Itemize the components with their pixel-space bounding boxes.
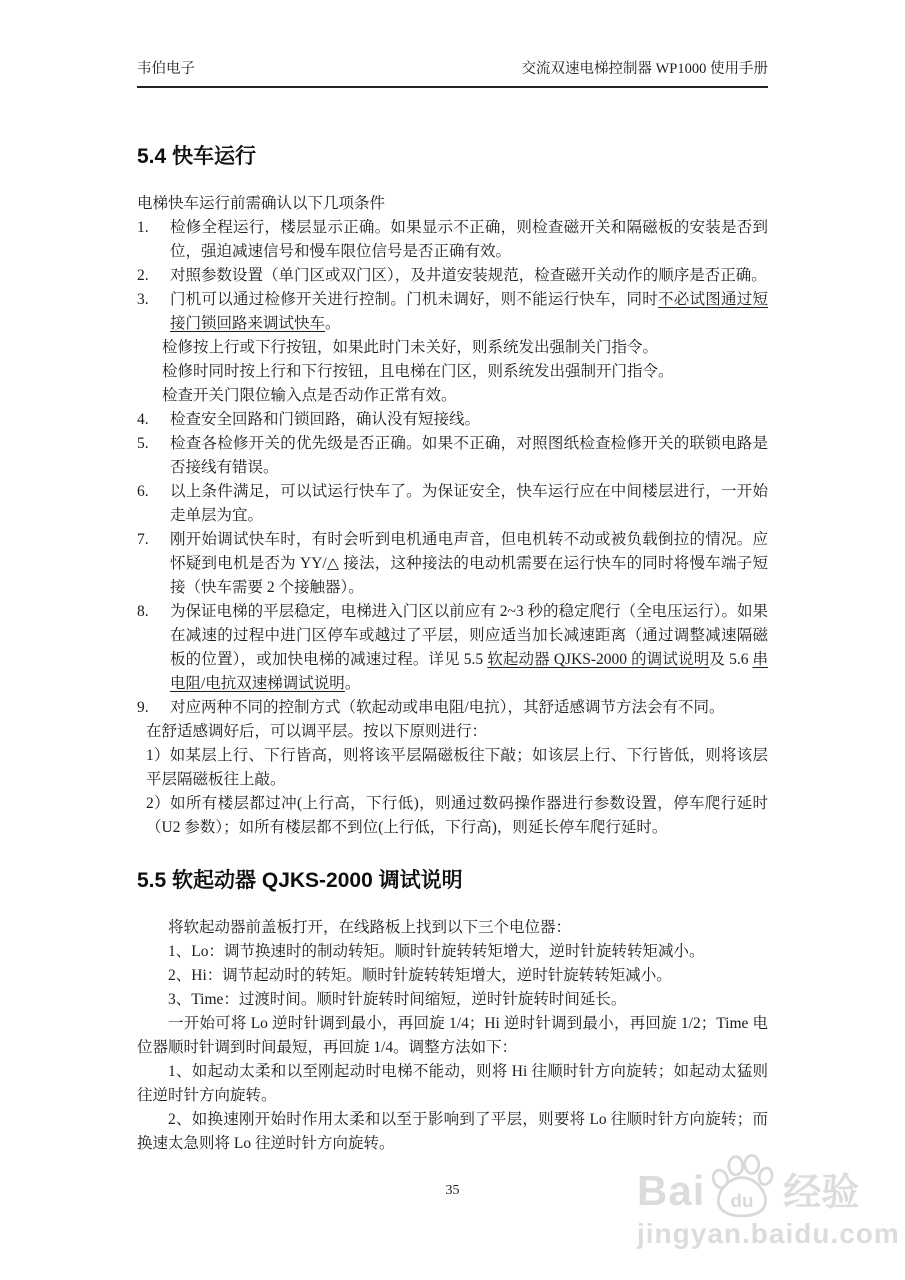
list-item-body <box>162 288 768 408</box>
section-5-5-heading: 5.5 软起动器 QJKS-2000 调试说明 <box>137 869 463 892</box>
list-item-text <box>170 696 768 720</box>
list-item <box>137 408 768 432</box>
underlined-text-run: 串电阻/电抗双速梯调试说明 <box>170 651 768 692</box>
list-item-text <box>170 432 768 480</box>
text-run: 及 5.6 <box>709 651 753 668</box>
paragraph: 1、Lo：调节换速时的制动转矩。顺时针旋转转矩增大，逆时针旋转转矩减小。 <box>168 943 705 960</box>
watermark-jingyan-text: 经验 <box>783 1172 860 1214</box>
list-item-number: 3. <box>137 291 149 308</box>
list-item-body <box>146 696 768 840</box>
list-item <box>137 600 768 696</box>
list-item-number: 4. <box>137 411 149 428</box>
list-item-subline: 1）如某层上行、下行皆高，则将该平层隔磁板往下敲；如该层上行、下行皆低，则将该层平层隔磁板往上敲。 <box>146 747 768 788</box>
underlined-text-run: 不必试图通过短接门锁回路来调试快车 <box>170 291 768 332</box>
watermark-du-text: du <box>730 1189 754 1211</box>
list-item <box>137 288 768 408</box>
text-run: 检修全程运行，楼层显示正确。如果显示不正确，则检查磁开关和隔磁板的安装是否到位，强迫减速信号和慢车限位信号是否正确有效。 <box>170 219 768 260</box>
list-item-number: 5. <box>137 435 149 452</box>
list-item-subline: 检修时同时按上行和下行按钮，且电梯在门区，则系统发出强制开门指令。 <box>162 363 674 380</box>
text-run: 门机可以通过检修开关进行控制。门机未调好，则不能运行快车，同时 <box>170 291 659 308</box>
page-number: 35 <box>445 1183 460 1198</box>
list-item-subline: 在舒适感调好后，可以调平层。按以下原则进行： <box>146 723 488 740</box>
list-item-text <box>170 408 768 432</box>
list-item-body <box>170 600 768 696</box>
list-item-text <box>170 528 768 600</box>
watermark-logo-row <box>637 1154 889 1212</box>
list-item-number: 8. <box>137 603 149 620</box>
list-item-body <box>170 264 768 288</box>
section-5-4-heading: 5.4 快车运行 <box>137 145 257 168</box>
paragraph: 2、如换速刚开始时作用太柔和以至于影响到了平层，则要将 Lo 往顺时针方向旋转；而换速太急则将 Lo 往逆时针方向旋转。 <box>137 1111 768 1152</box>
list-item-text <box>170 264 768 288</box>
list-item-number: 2. <box>137 267 149 284</box>
section-5-4-intro: 电梯快车运行前需确认以下几项条件 <box>137 195 386 212</box>
list-item-body <box>170 408 768 432</box>
list-item <box>137 528 768 600</box>
list-item-number: 6. <box>137 483 149 500</box>
text-run: 检查安全回路和门锁回路，确认没有短接线。 <box>170 411 481 428</box>
list-item <box>137 264 768 288</box>
list-item-text <box>170 288 768 336</box>
text-run: 对照参数设置（单门区或双门区），及井道安装规范，检查磁开关动作的顺序是否正确。 <box>170 267 767 284</box>
list-item <box>137 216 768 264</box>
paragraph: 1、如起动太柔和以至刚起动时电梯不能动，则将 Hi 往顺时针方向旋转；如起动太猛则往逆时针方向旋转。 <box>137 1063 768 1104</box>
list-item-number: 1. <box>137 219 149 236</box>
paragraph: 将软起动器前盖板打开，在线路板上找到以下三个电位器： <box>168 919 572 936</box>
baidu-paw-icon <box>707 1154 777 1218</box>
text-run: 。 <box>325 315 341 332</box>
text-run: 为保证电梯的平层稳定，电梯进入门区以前应有 2~3 秒的稳定爬行（全电压运行）。如果在减速的过程中进门区停车或越过了平层，则应适当加长减速距离（通过调整减速隔磁板的位置），或加快电梯的减速过程。详见 5.5 <box>170 603 768 668</box>
page-header <box>137 60 768 88</box>
list-item-subline: 2）如所有楼层都过冲(上行高，下行低)，则通过数码操作器进行参数设置，停车爬行延时（U2 参数）；如所有楼层都不到位(上行低，下行高)，则延长停车爬行延时。 <box>146 795 768 836</box>
paragraph: 3、Time：过渡时间。顺时针旋转时间缩短，逆时针旋转时间延长。 <box>168 991 627 1008</box>
text-run: 以上条件满足，可以试运行快车了。为保证安全，快车运行应在中间楼层进行，一开始走单层为宜。 <box>170 483 768 524</box>
baidu-jingyan-watermark <box>637 1154 900 1250</box>
paragraph: 2、Hi：调节起动时的转矩。顺时针旋转转矩增大，逆时针旋转转矩减小。 <box>168 967 672 984</box>
list-item-number: 7. <box>137 531 149 548</box>
list-item <box>137 696 768 840</box>
list-item-body <box>170 480 768 528</box>
list-item <box>137 480 768 528</box>
list-item-subline: 检修按上行或下行按钮，如果此时门未关好，则系统发出强制关门指令。 <box>162 339 659 356</box>
watermark-bai-text: Bai <box>637 1167 706 1214</box>
list-item-text <box>170 480 768 528</box>
header-right-text: 交流双速电梯控制器 WP1000 使用手册 <box>521 61 768 77</box>
section-5-4-list <box>137 216 768 840</box>
list-item-body <box>170 432 768 480</box>
paragraph: 一开始可将 Lo 逆时针调到最小，再回旋 1/4；Hi 逆时针调到最小，再回旋 1/2；Time 电位器顺时针调到时间最短，再回旋 1/4。调整方法如下： <box>137 1015 768 1056</box>
header-left-text: 韦伯电子 <box>137 61 195 77</box>
underlined-text-run: 软起动器 QJKS-2000 的调试说明 <box>487 651 710 668</box>
list-item-subline: 检查开关门限位输入点是否动作正常有效。 <box>162 387 457 404</box>
section-5-5-body <box>137 916 768 1156</box>
text-run: 检查各检修开关的优先级是否正确。如果不正确，对照图纸检查检修开关的联锁电路是否接线有错误。 <box>170 435 768 476</box>
text-run: 刚开始调试快车时，有时会听到电机通电声音，但电机转不动或被负载倒拉的情况。应怀疑到电机是否为 YY/△ 接法，这种接法的电动机需要在运行快车的同时将慢车端子短接（快车需要 2 个接触器）。 <box>170 531 768 596</box>
list-item-text <box>170 216 768 264</box>
list-item-text <box>170 600 768 696</box>
list-item-body <box>170 528 768 600</box>
list-item-body <box>170 216 768 264</box>
list-item-number: 9. <box>137 699 149 716</box>
text-run: 对应两种不同的控制方式（软起动或串电阻/电抗），其舒适感调节方法会有不同。 <box>170 699 725 716</box>
watermark-url-text: jingyan.baidu.com <box>637 1218 900 1249</box>
list-item <box>137 432 768 480</box>
text-run: 。 <box>344 675 361 692</box>
